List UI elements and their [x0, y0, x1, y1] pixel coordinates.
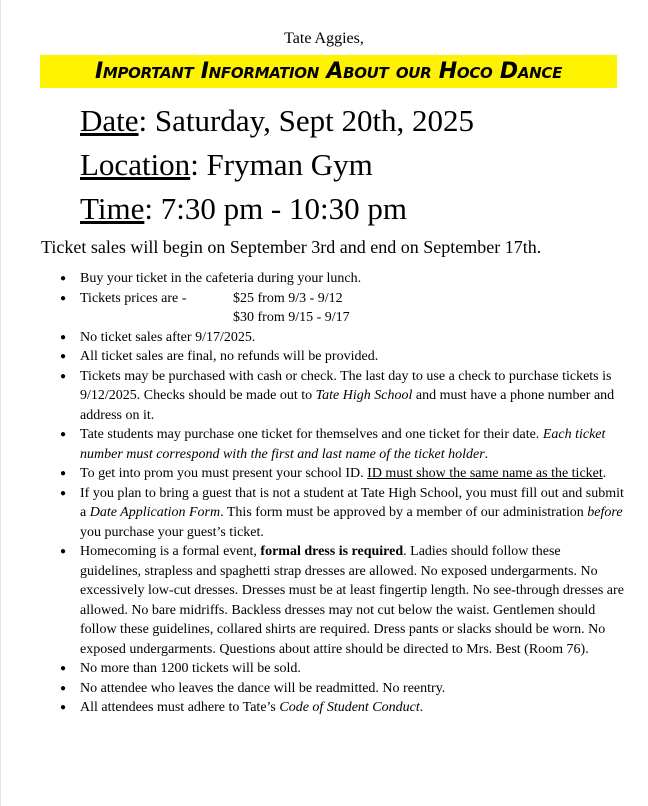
list-item-prices [0, 289, 648, 328]
ticket-sales-intro: Ticket sales will begin on September 3rd and end on September 17th. [41, 237, 542, 257]
school-name: Tate High School [315, 388, 413, 403]
list-item-text: Tickets may be purchased with cash or check. The last day to use a check to purchase tickets is 9/12/2025. Checks should be made out to [80, 368, 612, 403]
code-of-conduct: Code of Student Conduct [279, 700, 420, 715]
date-value: : Saturday, Sept 20th, 2025 [138, 103, 475, 138]
list-item-text: and must have a phone number and address on it. [80, 388, 615, 423]
list-item-text: Homecoming is a formal event, [80, 544, 261, 559]
price-early: $25 from 9/3 - 9/12 [233, 290, 343, 306]
list-item-text: All ticket sales are final, no refunds will be provided. [80, 349, 379, 364]
price-late: $30 from 9/15 - 9/17 [233, 310, 350, 325]
event-location [80, 147, 373, 183]
list-item-text: Tate students may purchase one ticket for themselves and one ticket for their date. [80, 427, 543, 442]
formal-dress-required: formal dress is required [260, 544, 404, 559]
time-value: : 7:30 pm - 10:30 pm [144, 191, 407, 226]
list-item-text: . [602, 466, 607, 481]
greeting: Tate Aggies, [284, 30, 364, 47]
list-item [0, 347, 648, 367]
list-item [0, 659, 648, 679]
list-item-text: If you plan to bring a guest that is not a student at Tate High School, you must fill out and submit a [80, 485, 624, 520]
list-item-text: . This form must be approved by a member of our administration [220, 505, 588, 520]
emphasis-before: before [587, 505, 623, 520]
time-label: Time [80, 191, 145, 226]
list-item [0, 269, 648, 289]
list-item-text: To get into prom you must present your school ID. [80, 466, 368, 481]
date-application-form: Date Application Form [89, 505, 221, 520]
list-item-text: All attendees must adhere to Tate’s [80, 700, 280, 715]
list-item [0, 542, 648, 659]
prices-label: ● Tickets prices are - [80, 290, 187, 306]
location-label: Location [80, 147, 191, 182]
list-item [0, 367, 648, 426]
list-item-text: . [484, 446, 489, 462]
list-item-text: . Ladies should follow these guidelines, strapless and spaghetti strap dresses are allowed. No exposed undergarments. No excessively low-cut dresses. Dresses must be at least fingertip length. No see-through dresses are allowed. No bare midriffs. Backless dresses may not cut below the waist. Gentlemen should follow these guidelines, collared shirts are required. Dress pants or slacks should be worn. No exposed undergarments. Questions about attire should be directed to Mrs. Best (Room 76). [80, 544, 624, 657]
date-label: Date [80, 103, 139, 138]
list-item-text: Buy your ticket in the cafeteria during your lunch. [80, 271, 362, 286]
ticket-name-note: Each ticket number must correspond with the first and last name of the ticket holder [80, 427, 606, 462]
info-list [0, 269, 648, 718]
list-item [0, 679, 648, 699]
list-item-text: No attendee who leaves the dance will be readmitted. No reentry. [80, 680, 446, 696]
list-item [0, 484, 648, 543]
list-item [0, 425, 648, 464]
list-item-text: . [419, 700, 424, 715]
id-requirement: ID must show the same name as the ticket [367, 466, 603, 481]
list-item [0, 698, 648, 718]
headline-banner: Important Information About our Hoco Dance [40, 55, 617, 88]
list-item [0, 464, 648, 484]
list-item-text: No ticket sales after 9/17/2025. [80, 329, 256, 345]
location-value: : Fryman Gym [190, 147, 373, 182]
list-item-text: you purchase your guest’s ticket. [80, 524, 264, 540]
event-date [80, 103, 474, 139]
list-item [0, 328, 648, 348]
list-item-text: No more than 1200 tickets will be sold. [80, 661, 301, 676]
event-time [80, 191, 407, 227]
